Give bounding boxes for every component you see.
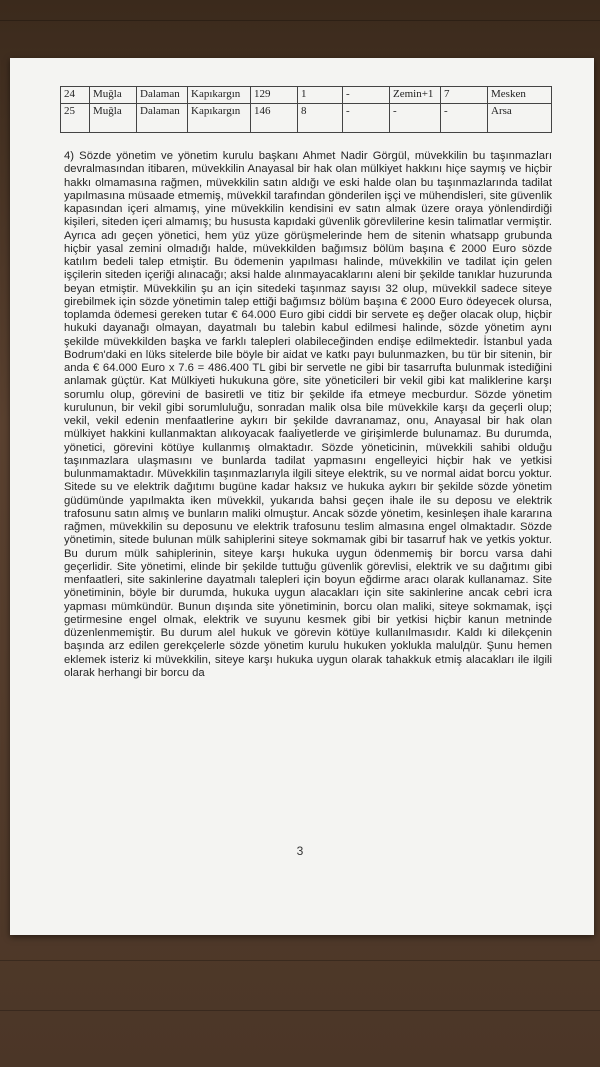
table-row — [61, 87, 552, 104]
page-number: 3 — [296, 844, 304, 858]
table-cell: Dalaman — [137, 87, 188, 104]
table-cell: Muğla — [90, 104, 137, 133]
table-cell: - — [343, 87, 390, 104]
table-cell: Kapıkargın — [188, 87, 251, 104]
table-cell: Kapıkargın — [188, 104, 251, 133]
table-cell: 25 — [61, 104, 90, 133]
table-cell: 129 — [251, 87, 298, 104]
table-cell: 146 — [251, 104, 298, 133]
table-cell: 7 — [441, 87, 488, 104]
table-cell: Zemin+1 — [390, 87, 441, 104]
table-cell: Mesken — [488, 87, 552, 104]
body-paragraph: 4) Sözde yönetim ve yönetim kurulu başkanı Ahmet Nadir Görgül, müvekkilin bu taşınmazları devralmasından itibaren, müvekkilin Anayasal bir hak olan mülkiyet hakkını hiçe saymış ve hiçbir hakkı olmamasına rağmen, müvekkilin satın aldığı ve eski halde olan bu taşınmazlarında tadilat yapılmasına müsaade etmemiş, müvekkil tarafından gönderilen işçi ve mühendisleri, site güvenlik kapasından içeri almamış, yine müvekkilin kendisini ev satın almak üzere oraya yönlendirdiği kişileri, siteden içeri almamış; bu hususta kapıdaki güvenlik görevlilerine kesin talimatlar vermiştir. Ayrıca adı geçen yönetici, hem yüz yüze görüşmelerinde hem de sitenin whatsapp grubunda hiçbir yasal zemini olmadığı halde, müvekkilden bağımsız bölüm başına € 2000 Euro sözde katılım bedeli talep etmiştir. Bu ödemenin yapılması halinde, müvekkilin ve tadilat için gelen işçilerin siteden içeriği alınacağı; aksi halde alınmayacaklarını aleni bir şekilde tanıklar huzurunda beyan etmiştir. Müvekkilin şu an için sitedeki taşınmaz sayısı 32 olup, müvekkil sadece siteye girebilmek için sözde yönetimin talep ettiği bağımsız bölüm başına € 2000 Euro ödeyecek olursa, toplamda ödemesi gereken tutar € 64.000 Euro gibi ciddi bir servete eş değer olacak olup, hiçbir hukuki dayanağı olmayan, dayatmalı bu talebin kabul edilmesi halinde, sözde yönetim aynı şekilde müvekkilden başka ve farklı talepleri olabileceğinden endişe edilmektedir. İstanbul yada Bodrum'daki en lüks sitelerde bile böyle bir aidat ve katkı payı bulunmazken, bu tür bir sitenin, bir anda € 64.000 Euro x 7.6 = 486.400 TL gibi bir servetle ne gibi bir tasarrufta bulunmak istediğini anlamak güçtür. Kat Mülkiyeti hukukuna göre, site yöneticileri bir vekil gibi kat maliklerine karşı sorumlu olup, görevini de basiretli ve titiz bir şekilde ifa etmeye mecburdur. Sözde yönetim kurulunun, bir vekil gibi sorumluluğu, sonradan malik olsa bile müvekkile karşı da geçerli olup; vekil, vekil edenin menfaatlerine aykırı bir şekilde davranamaz, onu, Anayasal bir hak olan mülkiyet hakkini kullanmaktan alıkoyacak faaliyetlerde ve girişimlerde bulunamaz. Bu durumda, yönetici, görevini kötüye kullanmış olmaktadır. Sözde yöneticinin, müvekkili sahibi olduğu taşınmazlara ulaşmasını ve bunlarda tadilat yapmasını engelleyici hiçbir hak ve yetkisi bulunmamaktadır. Müvekkilin taşınmazlarıyla ilgili siteye elektrik, su ve normal aidat borcu yoktur. Sitede su ve elektrik dağıtımı bugüne kadar haksız ve hukuka aykırı bir şekilde sözde yönetim güdümünde yapılmakta iken müvekkil, yukarıda bahsi geçen ihale ile su deposu ve elektrik trafosunu satın almış ve bunların maliki olmuştur. Ancak sözde yönetim, kesinleşen ihale kararına rağmen, müvekkilin su deposunu ve elektrik trafosunu teslim almasına engel olmaktadır. Sözde yönetimin, sitede bulunan mülk sahiplerini siteye sokmamak gibi bir tasarruf hak ve yetkis yoktur. Bu durum mülk sahiplerinin, siteye karşı hukuka uygun ödenmemiş bir borcu varsa dahi geçerlidir. Site yönetimi, elinde bir şekilde tuttuğu güvenlik görevlisi, elektrik ve su dağıtımı gibi menfaatleri, site sakinlerine dayatmalı talepleri için boyun eğdirme aracı olarak kullanamaz. Site yönetiminin, böyle bir durumda, hukuka uygun alacakları için site sakinlerine ancak cebri icra yapması mümkündür. Bunun dışında site yönetiminin, borcu olan maliki, siteye sokmamak, işçi getirmesine engel olmak, elektrik ve suyunu kesmek gibi bir yetkisi hiçbir kanun metninde düzenlenmemiştir. Bu durum alel hukuk ve görevin kötüye kullanılmasıdır. Kaldı ki dilekçenin başında arz edilen gerekçelerle sözde yönetim kurulu hukuken yoklukla malulдür. Şunu hemen eklemek isteriz ki müvekkilin, siteye karşı hukuka uygun olarak tahakkuk etmiş alacakları ile ilgili olarak herhangi bir borcu da — [64, 150, 552, 679]
table-cell: - — [441, 104, 488, 133]
table-cell: Dalaman — [137, 104, 188, 133]
table-cell: - — [343, 104, 390, 133]
table-cell: 24 — [61, 87, 90, 104]
table-cell: 1 — [298, 87, 343, 104]
parcel-table — [60, 86, 552, 133]
table-cell: Arsa — [488, 104, 552, 133]
table-cell: Muğla — [90, 87, 137, 104]
table-cell: 8 — [298, 104, 343, 133]
table-cell: - — [390, 104, 441, 133]
table-row — [61, 104, 552, 133]
